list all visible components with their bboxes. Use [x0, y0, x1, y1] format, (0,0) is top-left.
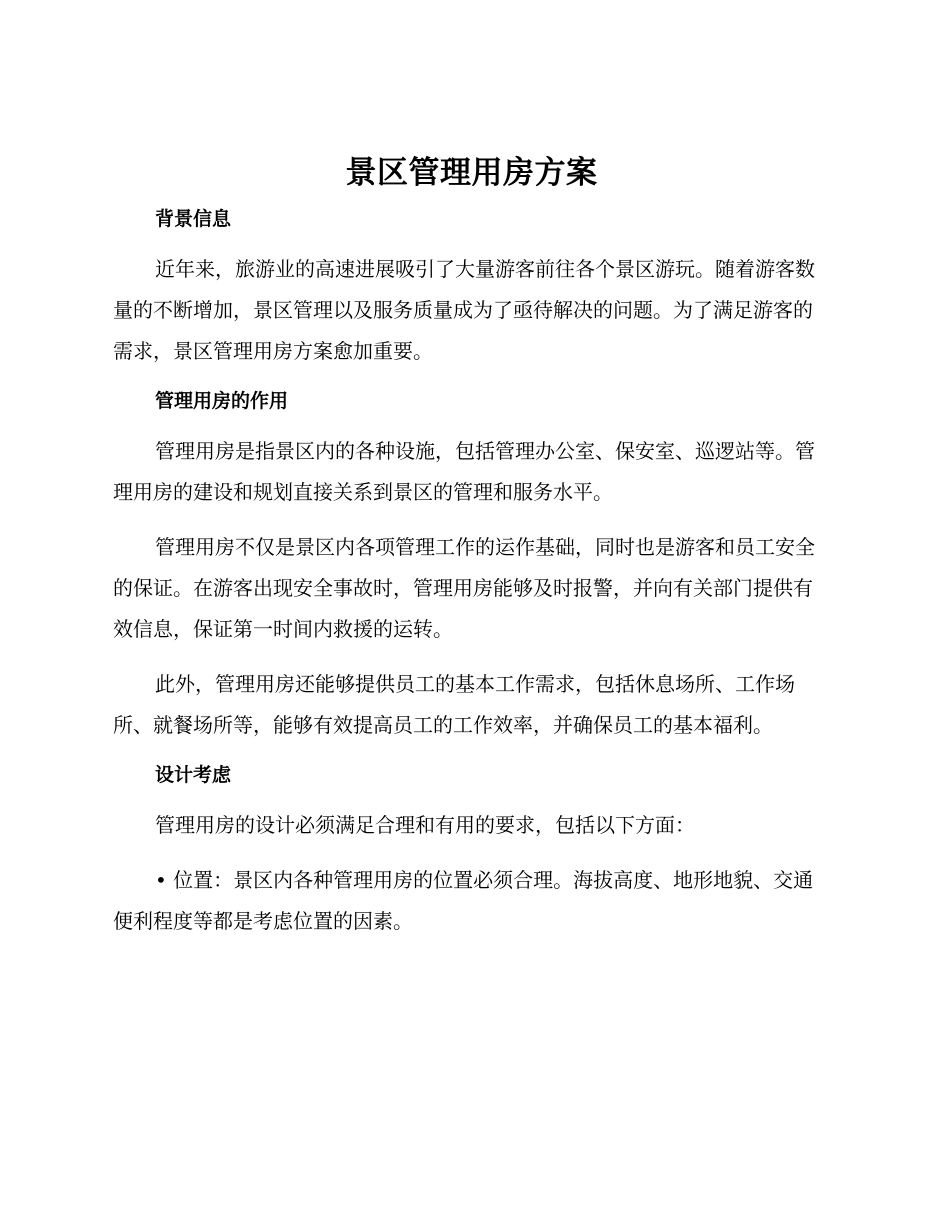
- paragraph-role-safety: 管理用房不仅是景区内各项管理工作的运作基础，同时也是游客和员工安全的保证。在游客出现安全事故时，管理用房能够及时报警，并向有关部门提供有效信息，保证第一时间内救援的运转。: [113, 535, 815, 641]
- paragraph-role-definition: 管理用房是指景区内的各种设施，包括管理办公室、保安室、巡逻站等。管理用房的建设和规划直接关系到景区的管理和服务水平。: [113, 439, 815, 504]
- document-title: 景区管理用房方案: [345, 155, 598, 191]
- bullet-item-location: • 位置：景区内各种管理用房的位置必须合理。海拔高度、地形地貌、交通便利程度等都是考虑位置的因素。: [113, 868, 814, 933]
- paragraph-design-intro: 管理用房的设计必须满足合理和有用的要求，包括以下方面：: [155, 813, 695, 837]
- section-heading-role: 管理用房的作用: [155, 390, 289, 412]
- paragraph-background: 近年来，旅游业的高速进展吸引了大量游客前往各个景区游玩。随着游客数量的不断增加，景区管理以及服务质量成为了亟待解决的问题。为了满足游客的需求，景区管理用房方案愈加重要。: [113, 257, 815, 363]
- document-body: [113, 150, 830, 942]
- section-heading-design: 设计考虑: [155, 764, 232, 786]
- section-heading-background: 背景信息: [155, 208, 232, 230]
- paragraph-role-staff: 此外，管理用房还能够提供员工的基本工作需求，包括休息场所、工作场所、就餐场所等，能够有效提高员工的工作效率，并确保员工的基本福利。: [113, 672, 795, 737]
